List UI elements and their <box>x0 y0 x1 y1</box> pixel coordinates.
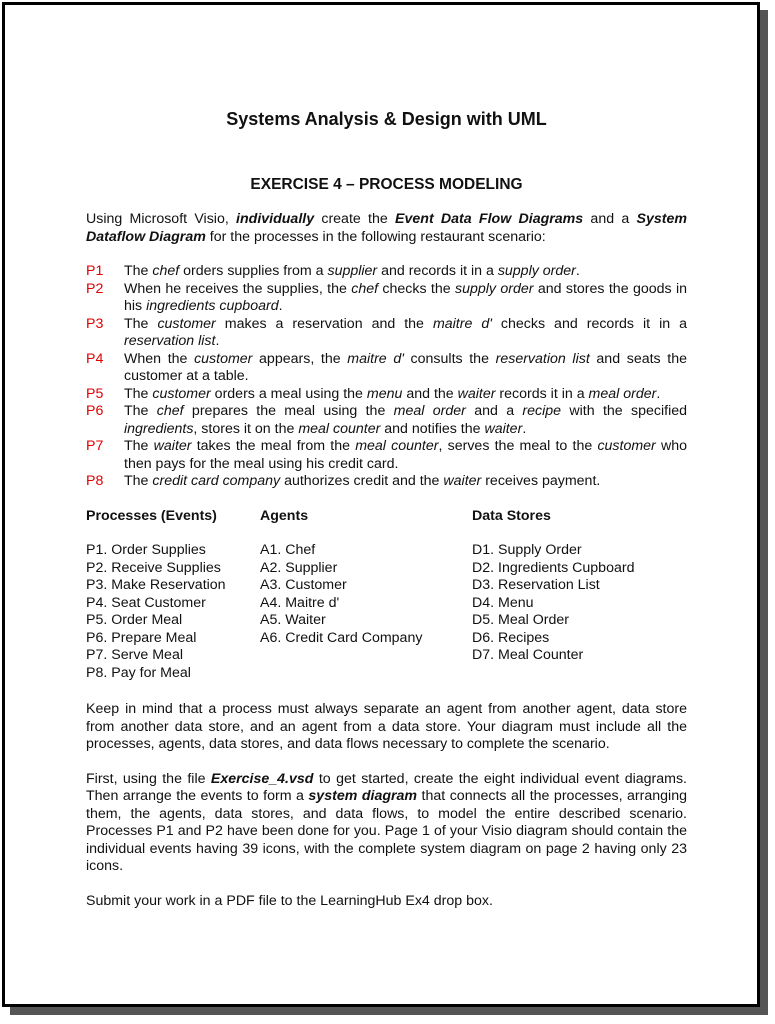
scenario-step-p7 <box>86 438 687 473</box>
agent-item: A3. Customer <box>260 577 347 593</box>
data-stores-column <box>472 508 687 683</box>
step-id: P5 <box>86 385 104 402</box>
data-store-item: D2. Ingredients Cupboard <box>472 559 635 576</box>
step-id: P1 <box>86 263 104 279</box>
process-item: P2. Receive Supplies <box>86 559 221 576</box>
scenario-step-p8 <box>86 473 687 491</box>
step-id: P6 <box>86 403 104 419</box>
step-text: When he receives the supplies, the chef checks the supply order and stores the goods in his ingredients cupboard. <box>124 280 687 314</box>
data-store-item: D6. Recipes <box>472 629 550 646</box>
processes-heading: Processes (Events) <box>86 507 217 524</box>
data-store-item: D1. Supply Order <box>472 542 582 558</box>
agents-column <box>260 508 472 683</box>
agent-item: A6. Credit Card Company <box>260 629 423 646</box>
agents-heading: Agents <box>260 507 309 524</box>
element-lists <box>86 508 687 683</box>
data-store-item: D3. Reservation List <box>472 577 600 593</box>
scenario-step-p4 <box>86 351 687 386</box>
process-item: P5. Order Meal <box>86 612 183 628</box>
instructions-paragraph: First, using the file Exercise_4.vsd to get started, create the eight individual event diagrams. Then arrange the events to form a system diagram that connects all the processes, arranging them, the agents, data stores, and data flows, to model the entire described scenario. Processes P1 and P2 have been done for you. Page 1 of your Visio diagram should contain the individual events having 39 icons, with the complete system diagram on page 2 having only 23 icons. <box>86 770 687 874</box>
data-store-item: D7. Meal Counter <box>472 647 584 663</box>
agent-item: A2. Supplier <box>260 559 338 576</box>
process-item: P7. Serve Meal <box>86 647 183 663</box>
scenario-steps <box>86 263 687 491</box>
scenario-step-p6 <box>86 403 687 438</box>
process-item: P1. Order Supplies <box>86 542 206 558</box>
agent-item: A5. Waiter <box>260 612 326 628</box>
step-text: The waiter takes the meal from the meal counter, serves the meal to the customer who then pays for the meal using his credit card. <box>124 438 688 472</box>
data-store-item: D4. Menu <box>472 594 534 611</box>
exercise-heading: EXERCISE 4 – PROCESS MODELING <box>250 176 523 193</box>
step-id: P4 <box>86 350 104 367</box>
step-text: The chef prepares the meal using the meal order and a recipe with the specified ingredients, stores it on the meal counter and notifies the waiter. <box>124 403 687 437</box>
data-store-item: D5. Meal Order <box>472 612 569 628</box>
process-item-list <box>86 542 260 682</box>
document-page <box>2 2 760 1007</box>
agent-item-list <box>260 542 472 647</box>
process-item: P3. Make Reservation <box>86 577 226 593</box>
scenario-step-p5 <box>86 386 687 404</box>
step-id: P7 <box>86 438 104 454</box>
step-id: P8 <box>86 473 104 489</box>
step-text: The chef orders supplies from a supplier and records it in a supply order. <box>124 263 580 279</box>
page-title: Systems Analysis & Design with UML <box>226 109 547 129</box>
step-text: The credit card company authorizes credit and the waiter receives payment. <box>124 473 601 489</box>
process-item: P4. Seat Customer <box>86 594 206 611</box>
step-id: P2 <box>86 280 104 297</box>
data-stores-heading: Data Stores <box>472 507 551 524</box>
step-text: The customer makes a reservation and the maitre d' checks and records it in a reservation list. <box>124 315 687 349</box>
submit-paragraph: Submit your work in a PDF file to the LearningHub Ex4 drop box. <box>86 892 493 909</box>
scenario-step-p3 <box>86 316 687 351</box>
scenario-step-p1 <box>86 263 687 281</box>
step-text: The customer orders a meal using the menu and the waiter records it in a meal order. <box>124 385 661 402</box>
keep-in-mind-paragraph: Keep in mind that a process must always separate an agent from another agent, data store from another data store, and an agent from a data store. Your diagram must include all the processes, agents, data stores, and data flows necessary to complete the scenario. <box>86 701 687 752</box>
agent-item: A1. Chef <box>260 542 316 558</box>
process-item: P6. Prepare Meal <box>86 629 197 646</box>
data-store-item-list <box>472 542 687 665</box>
step-id: P3 <box>86 315 104 332</box>
agent-item: A4. Maitre d' <box>260 594 340 611</box>
document-content <box>86 108 687 910</box>
intro-paragraph: Using Microsoft Visio, individually create the Event Data Flow Diagrams and a System Dataflow Diagram for the processes in the following restaurant scenario: <box>86 211 687 245</box>
processes-column <box>86 508 260 683</box>
process-item: P8. Pay for Meal <box>86 664 191 681</box>
scenario-step-p2 <box>86 281 687 316</box>
step-text: When the customer appears, the maitre d' consults the reservation list and seats the customer at a table. <box>124 350 687 384</box>
